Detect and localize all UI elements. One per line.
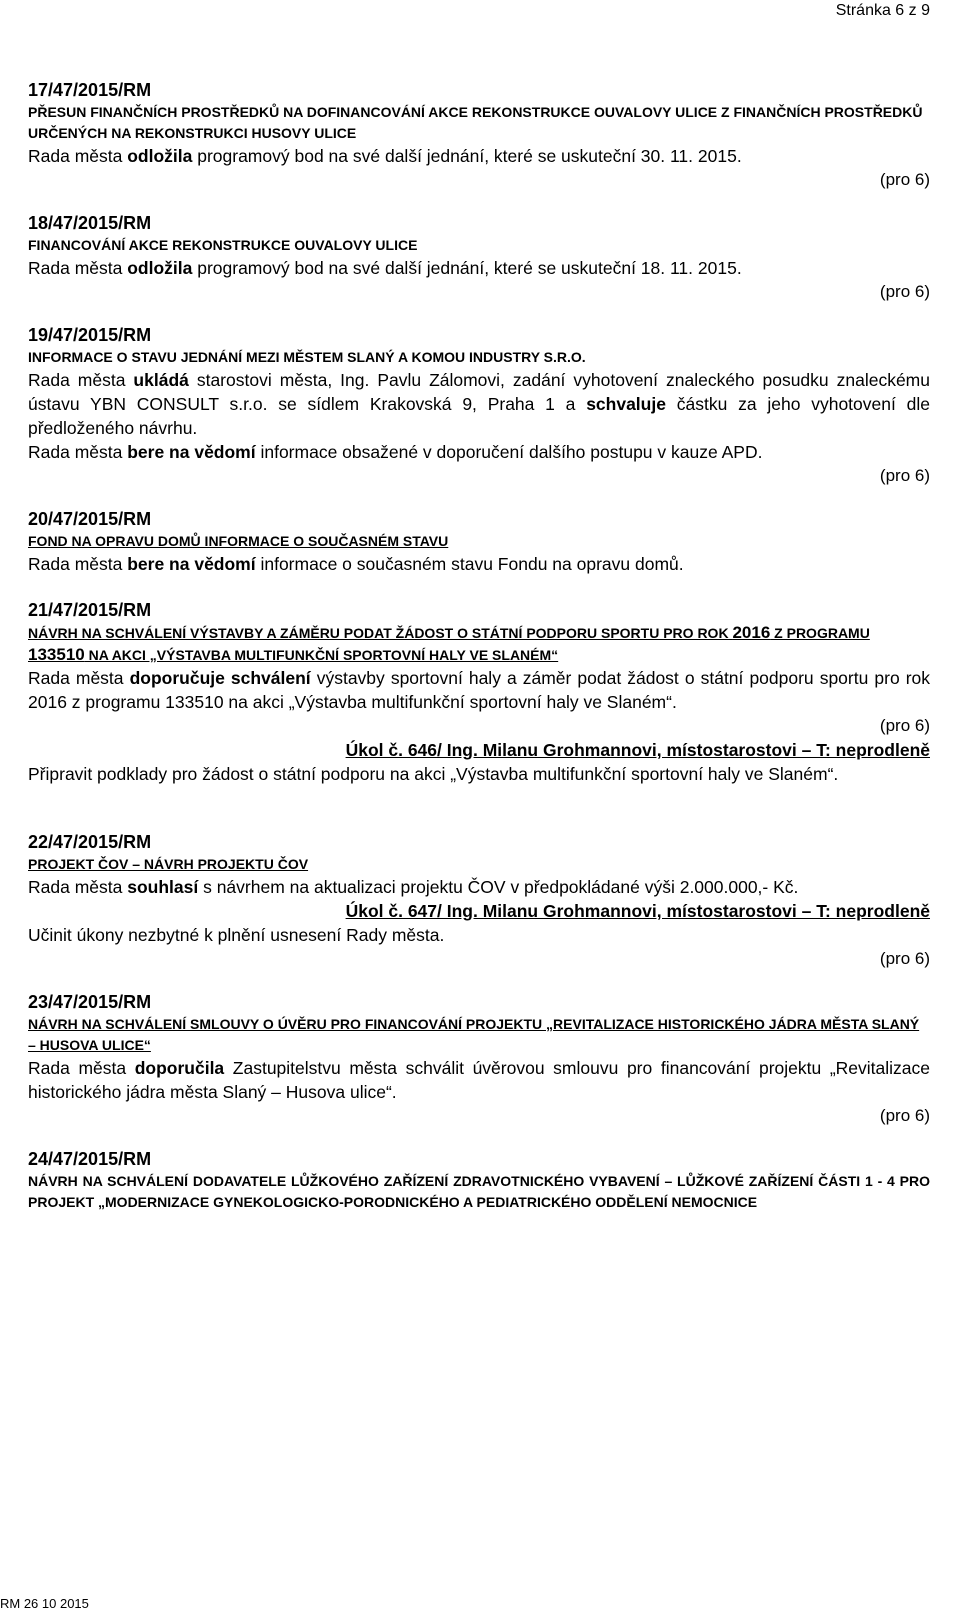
resolution-id: 21/47/2015/RM xyxy=(28,600,152,620)
task-text: Učinit úkony nezbytné k plnění usnesení Rady města. xyxy=(28,925,445,945)
resolution-text: Rada města souhlasí s návrhem na aktualizaci projektu ČOV v předpokládané výši 2.000.000,- Kč. xyxy=(28,877,799,897)
resolution-24 xyxy=(28,1147,930,1213)
vote-count: (pro 6) xyxy=(879,716,930,735)
resolution-text: Rada města odložila programový bod na své další jednání, které se uskuteční 30. 11. 2015. xyxy=(28,146,742,166)
resolution-id: 19/47/2015/RM xyxy=(28,325,152,345)
resolution-title: FINANCOVÁNÍ AKCE REKONSTRUKCE OUVALOVY ULICE xyxy=(28,237,418,253)
resolution-text: Rada města doporučuje schválení výstavby sportovní haly a záměr podat žádost o státní podporu sportu pro rok 2016 z programu 133510 na akci „Výstavba multifunkční sportovní haly ve Slaném“. xyxy=(28,668,931,712)
resolution-id: 18/47/2015/RM xyxy=(28,213,152,233)
resolution-title: NÁVRH NA SCHVÁLENÍ DODAVATELE LŮŽKOVÉHO ZAŘÍZENÍ ZDRAVOTNICKÉHO VYBAVENÍ – LŮŽKOVÉ ZAŘÍZENÍ ČÁSTI 1 - 4 PRO PROJEKT „MODERNIZACE GYNEKOLOGICKO-PORODNICKÉHO A PEDIATRICKÉHO ODDĚLENÍ NEMOCNICE xyxy=(28,1173,930,1210)
resolution-title: NÁVRH NA SCHVÁLENÍ SMLOUVY O ÚVĚRU PRO FINANCOVÁNÍ PROJEKTU „REVITALIZACE HISTORICKÉHO JÁDRA MĚSTA SLANÝ – HUSOVA ULICE“ xyxy=(28,1016,920,1053)
resolution-title: PŘESUN FINANČNÍCH PROSTŘEDKŮ NA DOFINANCOVÁNÍ AKCE REKONSTRUKCE OUVALOVY ULICE Z FINANČNÍCH PROSTŘEDKŮ URČENÝCH NA REKONSTRUKCI HUSOVY ULICE xyxy=(28,104,923,141)
resolution-21 xyxy=(28,598,930,786)
resolution-id: 17/47/2015/RM xyxy=(28,80,152,100)
vote-count: (pro 6) xyxy=(879,466,930,485)
resolution-title: INFORMACE O STAVU JEDNÁNÍ MEZI MĚSTEM SLANÝ A KOMOU INDUSTRY S.R.O. xyxy=(28,349,586,365)
resolution-id: 20/47/2015/RM xyxy=(28,509,152,529)
resolution-text: Rada města ukládá starostovi města, Ing. Pavlu Zálomovi, zadání vyhotovení znaleckého posudku znaleckému ústavu YBN CONSULT s.r.o. se sídlem Krakovská 9, Praha 1 a schvaluje částku za jeho vyhotovení dle předloženého návrhu. xyxy=(28,370,930,438)
resolution-id: 23/47/2015/RM xyxy=(28,992,152,1012)
vote-count: (pro 6) xyxy=(879,282,930,301)
resolution-23 xyxy=(28,990,930,1128)
task-text: Připravit podklady pro žádost o státní podporu na akci „Výstavba multifunkční sportovní haly ve Slaném“. xyxy=(28,764,839,784)
resolution-text: Rada města odložila programový bod na své další jednání, které se uskuteční 18. 11. 2015. xyxy=(28,258,742,278)
resolution-text: Rada města bere na vědomí informace obsažené v doporučení dalšího postupu v kauze APD. xyxy=(28,442,763,462)
task-assignment: Úkol č. 646/ Ing. Milanu Grohmannovi, místostarostovi – T: neprodleně xyxy=(345,740,930,760)
resolution-17 xyxy=(28,78,930,192)
vote-count: (pro 6) xyxy=(879,1106,930,1125)
resolution-18 xyxy=(28,211,930,304)
task-assignment: Úkol č. 647/ Ing. Milanu Grohmannovi, místostarostovi – T: neprodleně xyxy=(345,901,930,921)
page-number: Stránka 6 z 9 xyxy=(835,2,930,19)
vote-count: (pro 6) xyxy=(879,170,930,189)
resolution-title: FOND NA OPRAVU DOMŮ INFORMACE O SOUČASNÉM STAVU xyxy=(28,533,449,549)
resolution-20 xyxy=(28,507,930,576)
vote-count: (pro 6) xyxy=(879,949,930,968)
resolution-id: 24/47/2015/RM xyxy=(28,1149,152,1169)
resolution-text: Rada města bere na vědomí informace o současném stavu Fondu na opravu domů. xyxy=(28,554,684,574)
footer-text: RM 26 10 2015 xyxy=(0,1596,89,1611)
resolution-text: Rada města doporučila Zastupitelstvu města schválit úvěrovou smlouvu pro financování projektu „Revitalizace historického jádra města Slaný – Husova ulice“. xyxy=(28,1058,931,1102)
resolution-22 xyxy=(28,830,930,971)
resolution-title: PROJEKT ČOV – NÁVRH PROJEKTU ČOV xyxy=(28,856,309,872)
resolution-title: NÁVRH NA SCHVÁLENÍ VÝSTAVBY A ZÁMĚRU PODAT ŽÁDOST O STÁTNÍ PODPORU SPORTU PRO ROK 2016 Z PROGRAMU 133510 NA AKCI „VÝSTAVBA MULTIFUNKČNÍ SPORTOVNÍ HALY VE SLANÉM“ xyxy=(28,623,870,664)
resolution-19 xyxy=(28,323,930,488)
resolutions-list xyxy=(28,78,930,1213)
resolution-id: 22/47/2015/RM xyxy=(28,832,152,852)
